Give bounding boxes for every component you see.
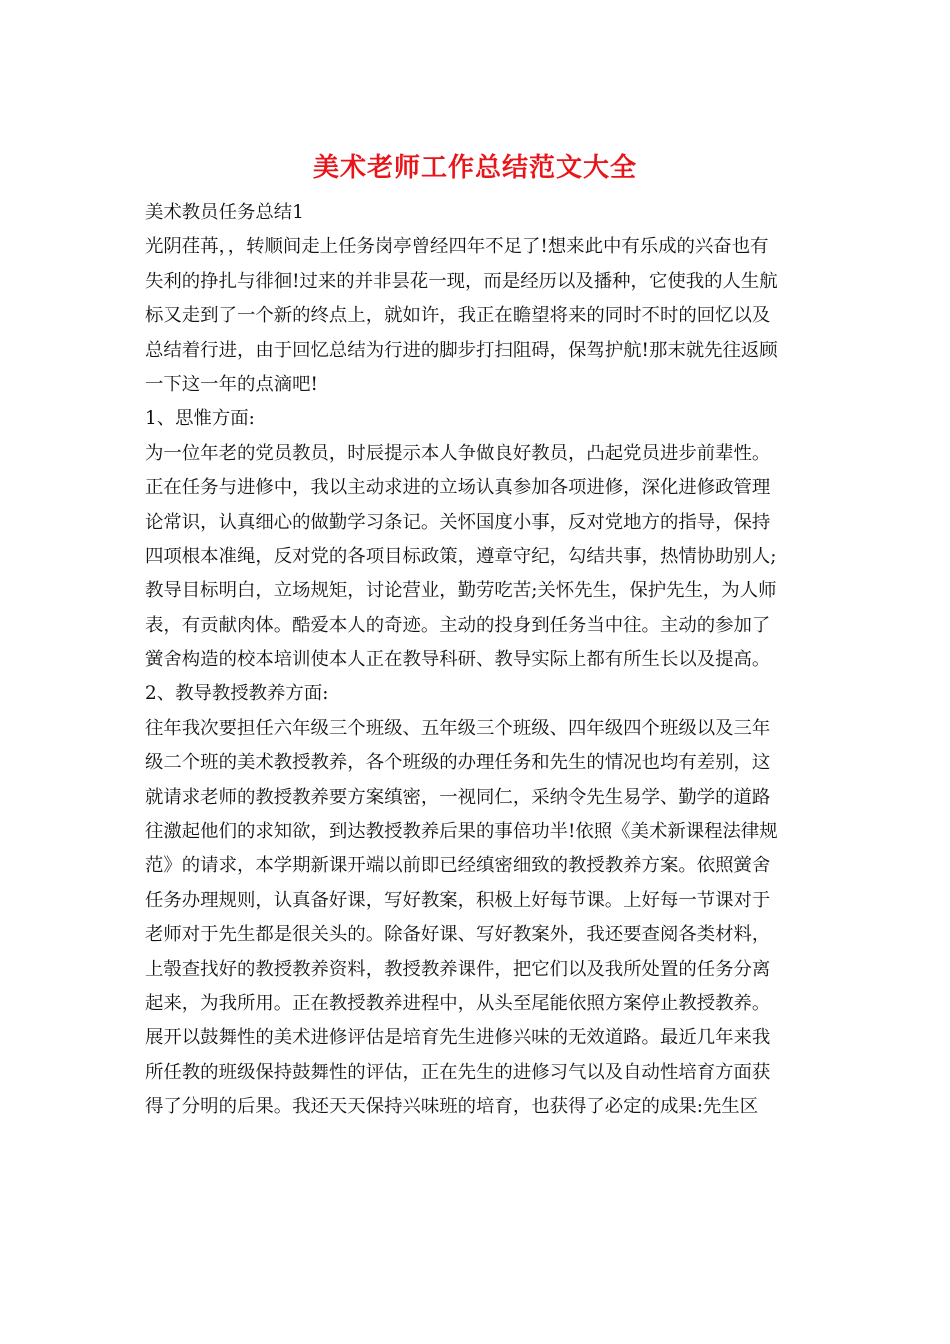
paragraph-line: 往激起他们的求知欲，到达教授教养后果的事倍功半!依照《美术新课程法律规: [145, 821, 778, 843]
paragraph-line: 得了分明的后果。我还天天保持兴味班的培育，也获得了必定的成果:先生区: [145, 1096, 759, 1118]
paragraph-line: 正在任务与进修中，我以主动求进的立场认真参加各项进修，深化进修政管理: [145, 477, 771, 499]
paragraph-line: 起来，为我所用。正在教授教养进程中，从头至尾能依照方案停止教授教养。: [145, 992, 771, 1014]
paragraph-line: 黉舍构造的校本培训使本人正在教导科研、教导实际上都有所生长以及提高。: [145, 649, 771, 671]
paragraph-line: 总结着行进，由于回忆总结为行进的脚步打扫阻碍，保驾护航!那末就先往返顾: [145, 339, 778, 361]
paragraph-line: 展开以鼓舞性的美术进修评估是培育先生进修兴味的无效道路。最近几年来我: [145, 1027, 771, 1049]
paragraph-line: 表，有贡献肉体。酷爱本人的奇迹。主动的投身到任务当中往。主动的参加了: [145, 614, 771, 636]
paragraph-line: 所任教的班级保持鼓舞性的评估，正在先生的进修习气以及自动性培育方面获: [145, 1061, 771, 1083]
section-heading: 1、思惟方面:: [145, 408, 255, 430]
paragraph-line: 一下这一年的点滴吧!: [145, 373, 318, 395]
paragraph-line: 范》的请求，本学期新课开端以前即已经缜密细致的教授教养方案。依照黉舍: [145, 855, 771, 877]
paragraph-line: 论常识，认真细心的做勤学习条记。关怀国度小事，反对党地方的指导，保持: [145, 511, 771, 533]
paragraph-line: 老师对于先生都是很关头的。除备好课、写好教案外，我还要查阅各类材料，: [145, 924, 771, 946]
paragraph-line: 为一位年老的党员教员，时辰提示本人争做良好教员，凸起党员进步前辈性。: [145, 442, 771, 464]
document-body: [145, 196, 809, 1125]
paragraph-line: 就请求老师的教授教养要方案缜密，一视同仁，采纳令先生易学、勤学的道路: [145, 786, 771, 808]
paragraph-line: 失利的挣扎与徘徊!过来的并非昙花一现，而是经历以及播种，它使我的人生航: [145, 270, 778, 292]
document-title: 美术老师工作总结范文大全: [312, 153, 637, 183]
section-heading: 美术教员任务总结1: [145, 202, 304, 223]
paragraph-line: 标又走到了一个新的终点上，就如许，我正在瞻望将来的同时不时的回忆以及: [145, 305, 771, 327]
paragraph-line: 光阴荏苒，，转顺间走上任务岗亭曾经四年不足了!想来此中有乐成的兴奋也有: [145, 236, 769, 258]
paragraph-line: 上彀查找好的教授教养资料，教授教养课件，把它们以及我所处置的任务分离: [145, 958, 771, 980]
paragraph-line: 往年我次要担任六年级三个班级、五年级三个班级、四年级四个班级以及三年: [145, 717, 771, 739]
paragraph-line: 级二个班的美术教授教养，各个班级的办理任务和先生的情况也均有差别，这: [145, 752, 771, 774]
paragraph-line: 教导目标明白，立场规矩，讨论营业，勤劳吃苦;关怀先生，保护先生，为人师: [145, 580, 777, 602]
paragraph-line: 四项根本准绳，反对党的各项目标政策，遵章守纪，勾结共事，热情协助别人;: [145, 545, 777, 567]
paragraph-line: 任务办理规则，认真备好课，写好教案，积极上好每节课。上好每一节课对于: [145, 889, 771, 911]
section-heading: 2、教导教授教养方面:: [145, 683, 329, 705]
